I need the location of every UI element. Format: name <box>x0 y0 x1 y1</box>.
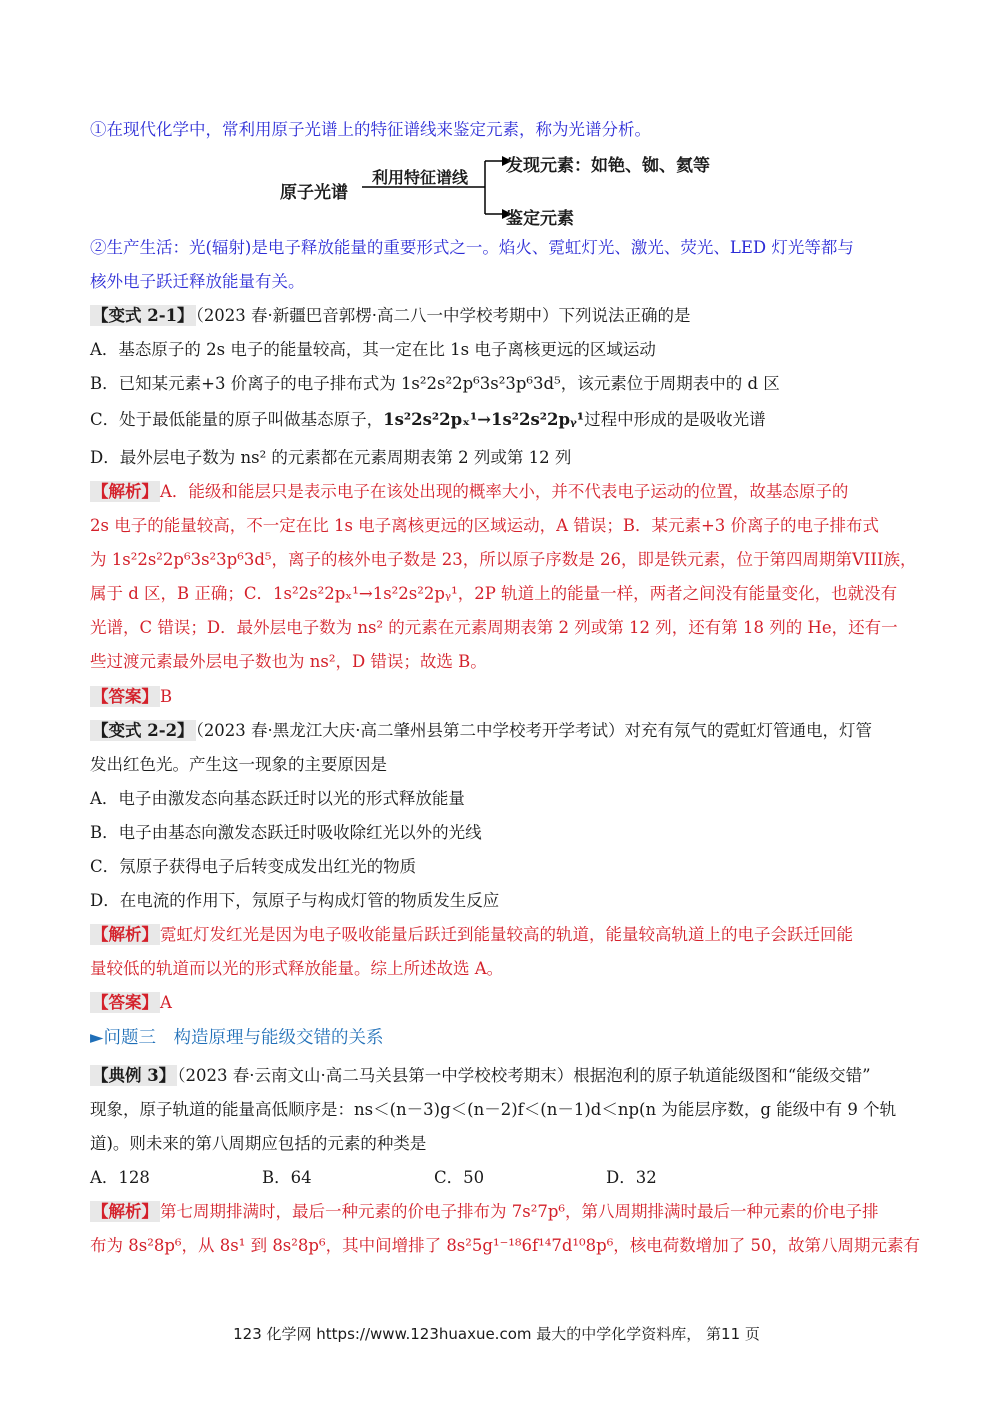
ex3-option-b: B．64 <box>262 1168 312 1187</box>
ex3-analysis-1-text: 第七周期排满时，最后一种元素的价电子排布为 7s²7p⁶，第八周期排满时最后一种元素的价电子排 <box>160 1202 879 1221</box>
ex3-analysis-1 <box>90 1201 910 1223</box>
q21-answer <box>90 686 910 708</box>
q21-analysis-1 <box>90 481 910 503</box>
q21-option-c-formula: 1s²2s²2pₓ¹→1s²2s²2pᵧ¹ <box>383 410 585 429</box>
q22-stem-2: 发出红色光。产生这一现象的主要原因是 <box>90 755 387 774</box>
diagram-source: 原子光谱 <box>280 183 348 203</box>
q21-analysis-3: 为 1s²2s²2p⁶3s²3p⁶3d⁵，离子的核外电子数是 23，所以原子序数是 26，即是铁元素，位于第四周期第VIII族， <box>90 550 917 569</box>
ex3-analysis-tag: 【解析】 <box>92 1202 158 1221</box>
ex3-stem-1 <box>90 1065 910 1087</box>
q21-analysis-1-text: A．能级和能层只是表示电子在该处出现的概率大小，并不代表电子运动的位置，故基态原子的 <box>160 482 849 501</box>
diagram-branch-top: 发现元素：如铯、铷、氦等 <box>506 156 710 176</box>
q21-tag: 【变式 2-1】 <box>92 306 194 325</box>
q22-stem-1-text: （2023 春·黑龙江大庆·高二肇州县第二中学校考开学考试）对充有氖气的霓虹灯管通电，灯管 <box>195 721 873 740</box>
ex3-stem-2: 现象，原子轨道的能量高低顺序是：ns＜(n－3)g＜(n－2)f＜(n－1)d＜np(n 为能层序数，g 能级中有 9 个轨 <box>90 1100 897 1119</box>
q21-option-d: D．最外层电子数为 ns² 的元素都在元素周期表第 2 列或第 12 列 <box>90 448 572 467</box>
page-footer: 123 化学网 https://www.123huaxue.com 最大的中学化学资料库， 第11 页 <box>233 1325 760 1343</box>
q22-analysis-tag: 【解析】 <box>92 925 158 944</box>
q21-analysis-4: 属于 d 区，B 正确；C．1s²2s²2pₓ¹→1s²2s²2pᵧ¹，2P 轨道上的能量一样，两者之间没有能量变化，也就没有 <box>90 584 898 603</box>
q21-analysis-6: 些过渡元素最外层电子数也为 ns²，D 错误；故选 B。 <box>90 652 487 671</box>
q22-stem-1 <box>90 720 910 742</box>
intro-line-1: ①在现代化学中，常利用原子光谱上的特征谱线来鉴定元素，称为光谱分析。 <box>90 120 651 139</box>
q21-option-c-text: C．处于最低能量的原子叫做基态原子， <box>90 410 384 429</box>
ex3-option-c: C．50 <box>434 1168 485 1187</box>
ex3-option-d: D．32 <box>606 1168 657 1187</box>
ex3-tag: 【典例 3】 <box>92 1066 176 1085</box>
q22-answer-value: A <box>160 993 172 1012</box>
q22-option-a: A．电子由激发态向基态跃迁时以光的形式释放能量 <box>90 789 465 808</box>
q21-stem-text: （2023 春·新疆巴音郭楞·高二八一中学校考期中）下列说法正确的是 <box>195 306 691 325</box>
q21-analysis-2: 2s 电子的能量较高，不一定在比 1s 电子离核更远的区域运动，A 错误；B．某元素+3 价离子的电子排布式 <box>90 516 880 535</box>
spectrum-diagram <box>280 148 740 230</box>
section-heading <box>90 1027 910 1049</box>
q22-tag: 【变式 2-2】 <box>92 721 194 740</box>
q21-answer-value: B <box>160 687 173 706</box>
q21-option-c-post: 过程中形成的是吸收光谱 <box>584 410 766 429</box>
q21-option-a: A．基态原子的 2s 电子的能量较高，其一定在比 1s 电子离核更远的区域运动 <box>90 340 656 359</box>
ex3-option-a: A．128 <box>90 1168 150 1187</box>
ex3-analysis-2: 布为 8s²8p⁶，从 8s¹ 到 8s²8p⁶，其中间增排了 8s²5g¹⁻¹⁸6f¹⁴7d¹⁰8p⁶，核电荷数增加了 50，故第八周期元素有 <box>90 1236 921 1255</box>
diagram-branch-bottom: 鉴定元素 <box>506 209 574 229</box>
q22-answer-tag: 【答案】 <box>92 993 158 1012</box>
intro-line-3: 核外电子跃迁释放能量有关。 <box>90 272 305 291</box>
ex3-stem-1-text: （2023 春·云南文山·高二马关县第一中学校校考期末）根据泡利的原子轨道能级图和“能级交错” <box>177 1066 871 1085</box>
q22-option-d: D．在电流的作用下，氖原子与构成灯管的物质发生反应 <box>90 891 500 910</box>
q21-analysis-tag: 【解析】 <box>92 482 158 501</box>
q21-option-c <box>90 409 910 431</box>
q22-analysis-1-text: 霓虹灯发红光是因为电子吸收能量后跃迁到能量较高的轨道，能量较高轨道上的电子会跃迁回能 <box>160 925 853 944</box>
q22-analysis-1 <box>90 924 910 946</box>
q21-answer-tag: 【答案】 <box>92 687 158 706</box>
q22-analysis-2: 量较低的轨道而以光的形式释放能量。综上所述故选 A。 <box>90 959 504 978</box>
q22-option-b: B．电子由基态向激发态跃迁时吸收除红光以外的光线 <box>90 823 482 842</box>
ex3-options <box>90 1167 910 1189</box>
q21-stem <box>90 305 910 327</box>
ex3-stem-3: 道)。则未来的第八周期应包括的元素的种类是 <box>90 1134 427 1153</box>
section-title: 问题三 构造原理与能级交错的关系 <box>103 1028 384 1048</box>
section-marker-icon: ► <box>90 1028 104 1048</box>
q21-option-b: B．已知某元素+3 价离子的电子排布式为 1s²2s²2p⁶3s²3p⁶3d⁵，该元素位于周期表中的 d 区 <box>90 374 780 393</box>
q22-answer <box>90 992 910 1014</box>
diagram-arrow-label: 利用特征谱线 <box>372 168 469 187</box>
q22-option-c: C．氖原子获得电子后转变成发出红光的物质 <box>90 857 417 876</box>
intro-line-2: ②生产生活：光(辐射)是电子释放能量的重要形式之一。焰火、霓虹灯光、激光、荧光、LED 灯光等都与 <box>90 238 854 257</box>
q21-analysis-5: 光谱，C 错误；D．最外层电子数为 ns² 的元素在元素周期表第 2 列或第 12 列，还有第 18 列的 He，还有一 <box>90 618 898 637</box>
